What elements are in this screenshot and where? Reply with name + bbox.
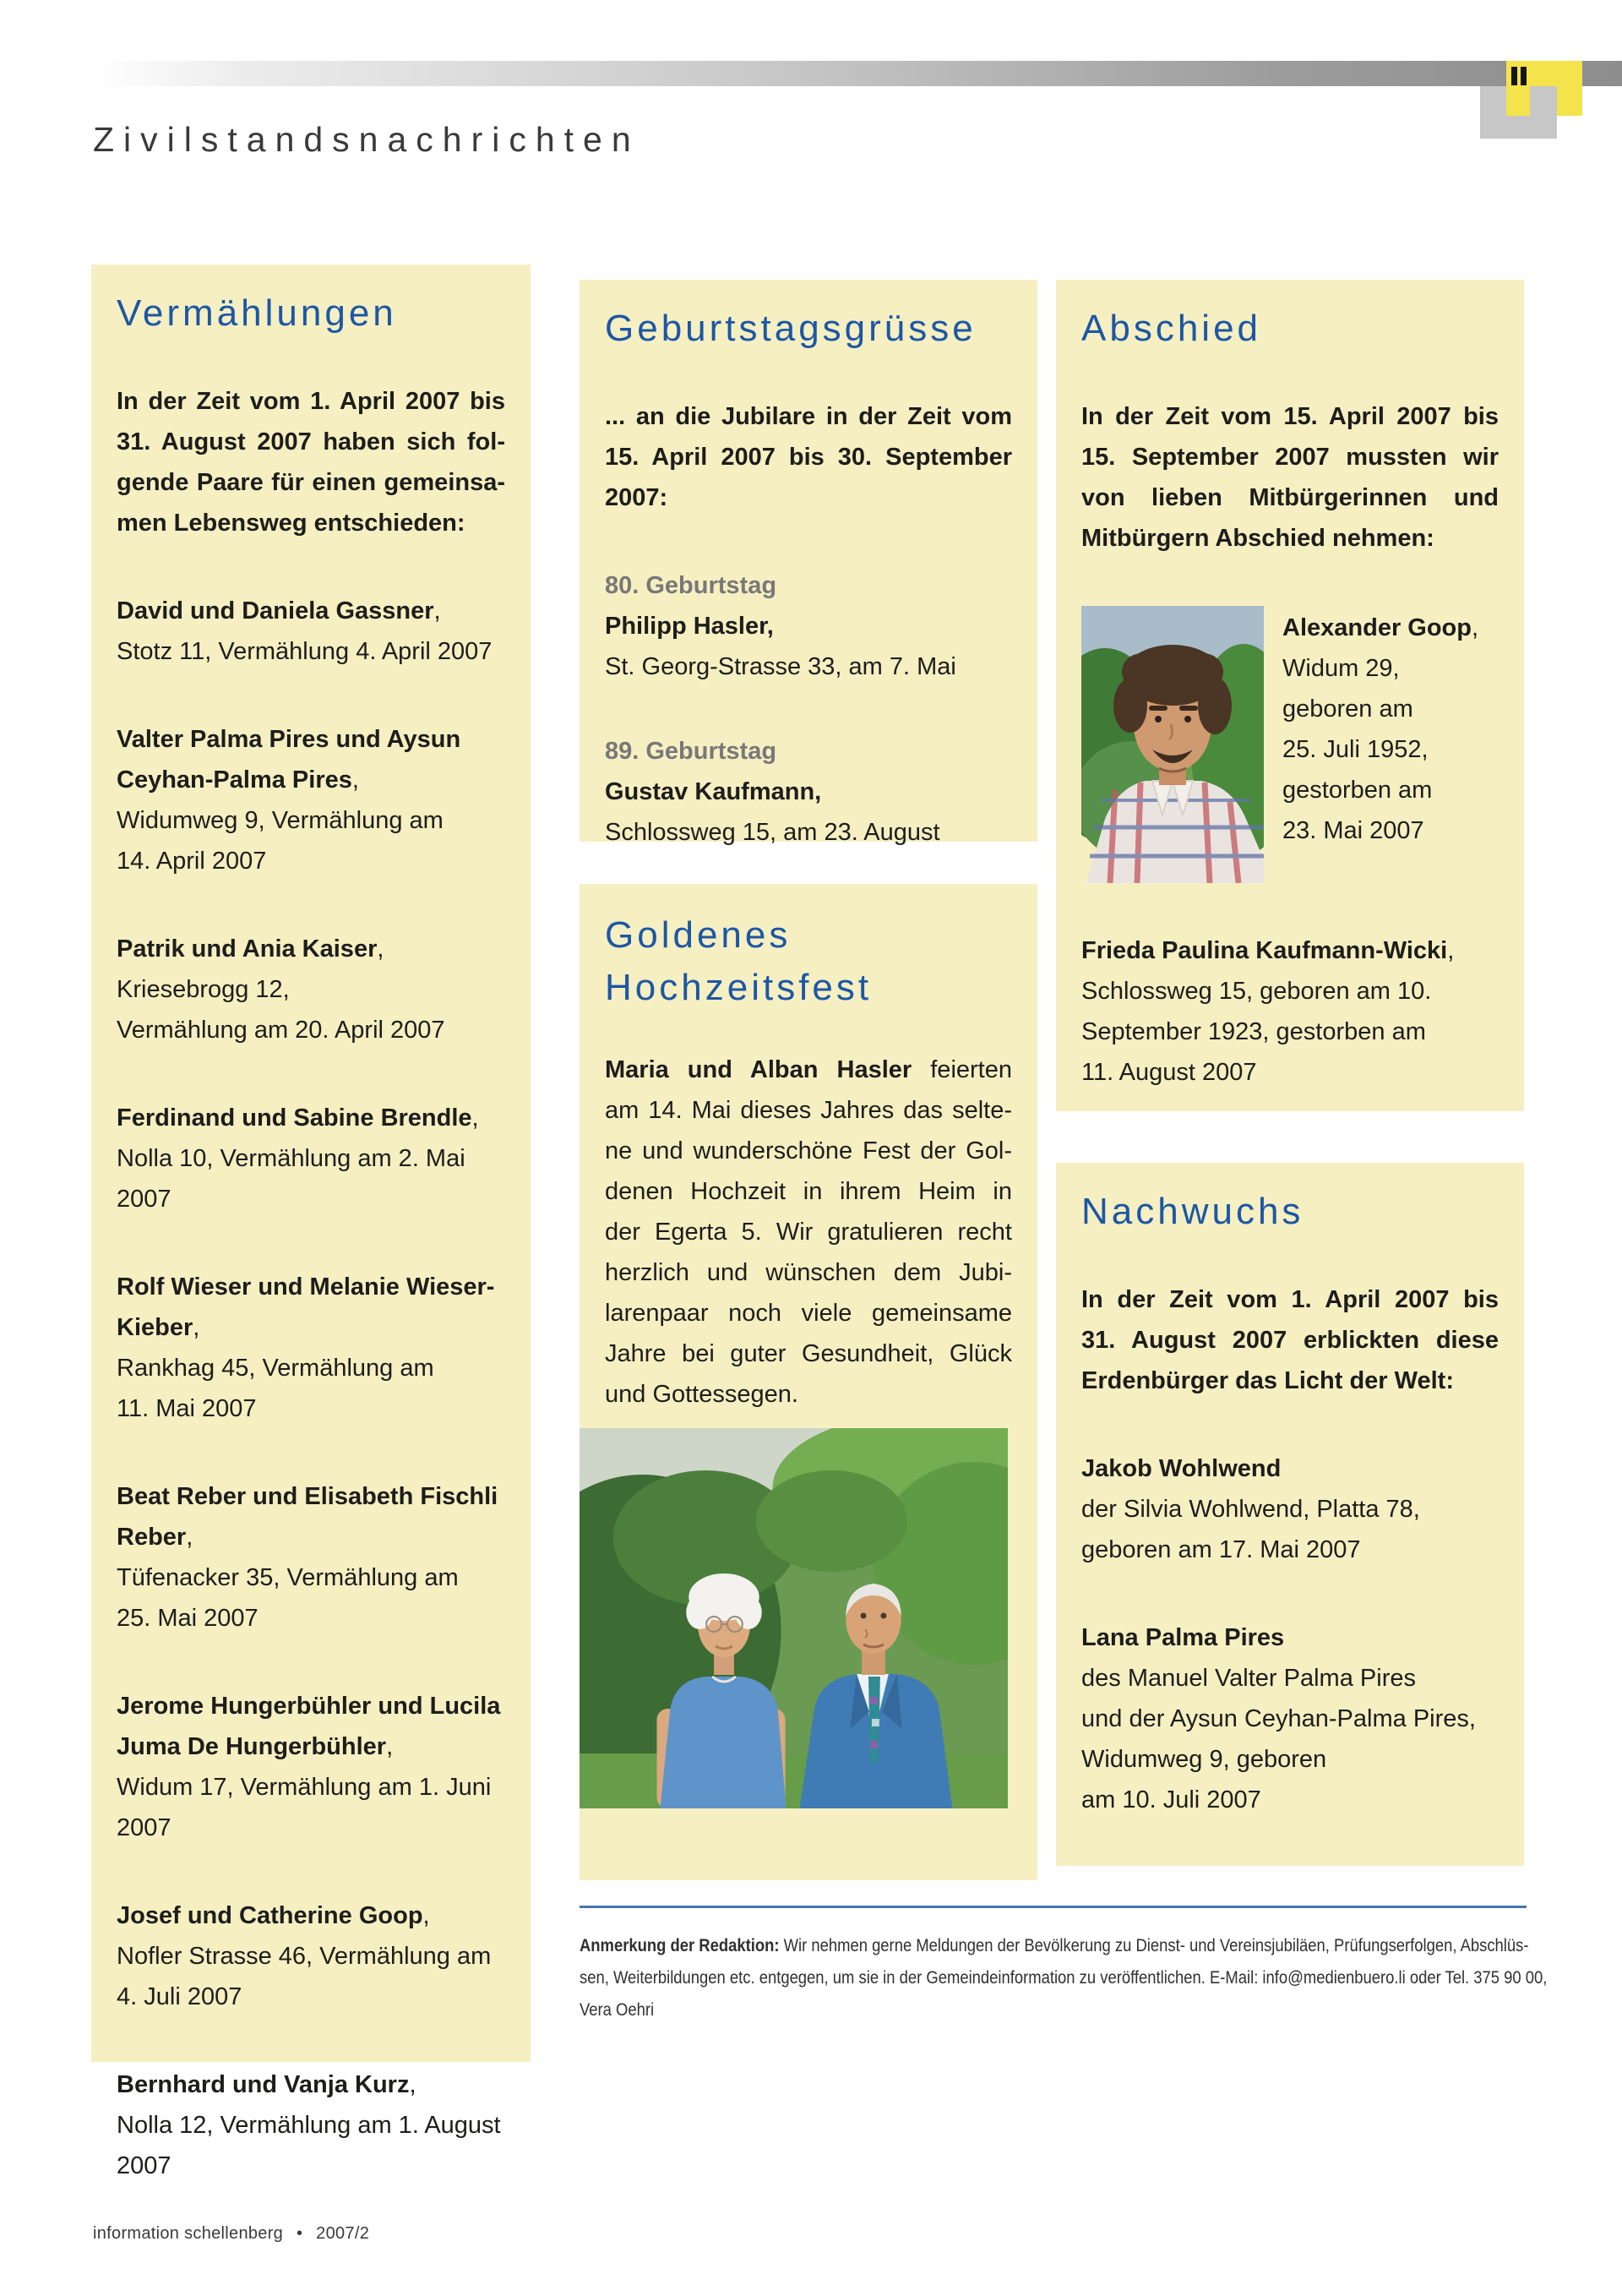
golden-wedding-box bbox=[580, 884, 1037, 1880]
marriages-box bbox=[91, 265, 531, 2179]
farewell-entry: Alexander Goop, Widum 29, geboren am 25. Juli 1952, gestorben am 23. Mai 2007 bbox=[1282, 614, 1479, 844]
couple-photo bbox=[580, 1428, 1008, 1808]
farewell-heading: Abschied bbox=[1081, 308, 1262, 349]
golden-wedding-paragraph: Maria und Alban Hasler feierten am 14. Mai dieses Jahres das selte- ne und wunderschöne Fest der Gol- denen Hochzeit in ihrem Heim in der Egerta 5. Wir gratulieren recht herzlich und wünschen dem Jubi- larenpaar noch viele gemeinsame Jahre bei guter Gesundheit, Glück und Gottessegen. bbox=[605, 1056, 1012, 1408]
marriage-entry: Patrik und Ania Kaiser, Kriesebrogg 12, Vermählung am 20. April 2007 bbox=[117, 935, 445, 1044]
footer-bullet: • bbox=[296, 2224, 303, 2243]
birthday-greetings-box bbox=[580, 280, 1037, 846]
footer-publication: information schellenberg bbox=[93, 2224, 284, 2243]
header-gradient-bar bbox=[93, 61, 1622, 86]
farewell-entry: Frieda Paulina Kaufmann-Wicki, Schlossweg 15, geboren am 10. September 1923, gestorben am 11. August 2007 bbox=[1081, 937, 1455, 1086]
portrait-photo bbox=[1081, 606, 1264, 883]
golden-wedding-heading: Goldenes Hochzeitsfest bbox=[605, 914, 873, 1008]
marriage-entry: Bernhard und Vanja Kurz, Nolla 12, Vermählung am 1. August 2007 bbox=[117, 2071, 501, 2179]
birth-entry: Lana Palma Pires des Manuel Valter Palma Pires und der Aysun Ceyhan-Palma Pires, Widumweg 9, geboren am 10. Juli 2007 bbox=[1081, 1624, 1476, 1813]
marriage-entry: Ferdinand und Sabine Brendle, Nolla 10, Vermählung am 2. Mai 2007 bbox=[117, 1104, 479, 1213]
marriage-entry: David und Daniela Gassner, Stotz 11, Vermählung 4. April 2007 bbox=[117, 597, 493, 665]
births-intro: In der Zeit vom 1. April 2007 bis 31. August 2007 erblickten diese Erdenbürger das Licht der Welt: bbox=[1081, 1286, 1499, 1394]
logo-mark-bar-2 bbox=[1521, 67, 1527, 85]
page-title: Zivilstandsnachrichten bbox=[93, 120, 640, 159]
farewell-box bbox=[1056, 280, 1524, 1111]
births-box bbox=[1056, 1163, 1524, 1866]
birthday-entry: 89. Geburtstag Gustav Kaufmann, Schlossweg 15, am 23. August bbox=[605, 738, 940, 846]
logo-mark-bar-1 bbox=[1511, 67, 1517, 85]
marriage-entry: Josef und Catherine Goop, Nofler Strasse 46, Vermählung am 4. Juli 2007 bbox=[117, 1902, 492, 2010]
municipality-logo-yellow-notch bbox=[1506, 86, 1530, 116]
divider-rule bbox=[580, 1906, 1527, 1908]
farewell-photo-row bbox=[1081, 606, 1499, 883]
marriages-intro: In der Zeit vom 1. April 2007 bis 31. August 2007 haben sich fol- gende Paare für einen gemeinsa- men Lebensweg entschieden: bbox=[117, 388, 505, 537]
birth-entry: Jakob Wohlwend der Silvia Wohlwend, Platta 78, geboren am 17. Mai 2007 bbox=[1081, 1455, 1420, 1563]
editor-note: Anmerkung der Redaktion: Wir nehmen gerne Meldungen der Bevölkerung zu Dienst- und Vereinsjubiläen, Prüfungserfolgen, Abschlüs- sen, Weiterbildungen etc. entgegen, um sie in der Gemeindeinformation zu veröffentlichen. E-Mail: info@medienbuero.li oder Tel. 375 90 00, Vera Oehri bbox=[580, 1935, 1548, 2020]
birthday-greetings-intro: ... an die Jubilare in der Zeit vom 15. April 2007 bis 30. September 2007: bbox=[605, 403, 1012, 511]
farewell-intro: In der Zeit vom 15. April 2007 bis 15. September 2007 mussten wir von lieben Mitbürgerinnen und Mitbürgern Abschied nehmen: bbox=[1081, 403, 1499, 552]
marriages-heading: Vermählungen bbox=[117, 292, 397, 334]
birthday-entry: 80. Geburtstag Philipp Hasler, St. Georg-Strasse 33, am 7. Mai bbox=[605, 572, 956, 680]
marriage-entry: Valter Palma Pires und Aysun Ceyhan-Palma Pires, Widumweg 9, Vermählung am 14. April 2007 bbox=[117, 726, 461, 875]
marriage-entry: Beat Reber und Elisabeth Fischli Reber, Tüfenacker 35, Vermählung am 25. Mai 2007 bbox=[117, 1483, 498, 1632]
footer-issue: 2007/2 bbox=[316, 2224, 370, 2243]
marriage-entry: Rolf Wieser und Melanie Wieser- Kieber, Rankhag 45, Vermählung am 11. Mai 2007 bbox=[117, 1273, 495, 1422]
marriage-entry: Jerome Hungerbühler und Lucila Juma De Hungerbühler, Widum 17, Vermählung am 1. Juni 2007 bbox=[117, 1693, 501, 1841]
birthday-greetings-heading: Geburtstagsgrüsse bbox=[605, 308, 977, 349]
births-heading: Nachwuchs bbox=[1081, 1191, 1304, 1232]
page-footer bbox=[93, 2224, 378, 2244]
